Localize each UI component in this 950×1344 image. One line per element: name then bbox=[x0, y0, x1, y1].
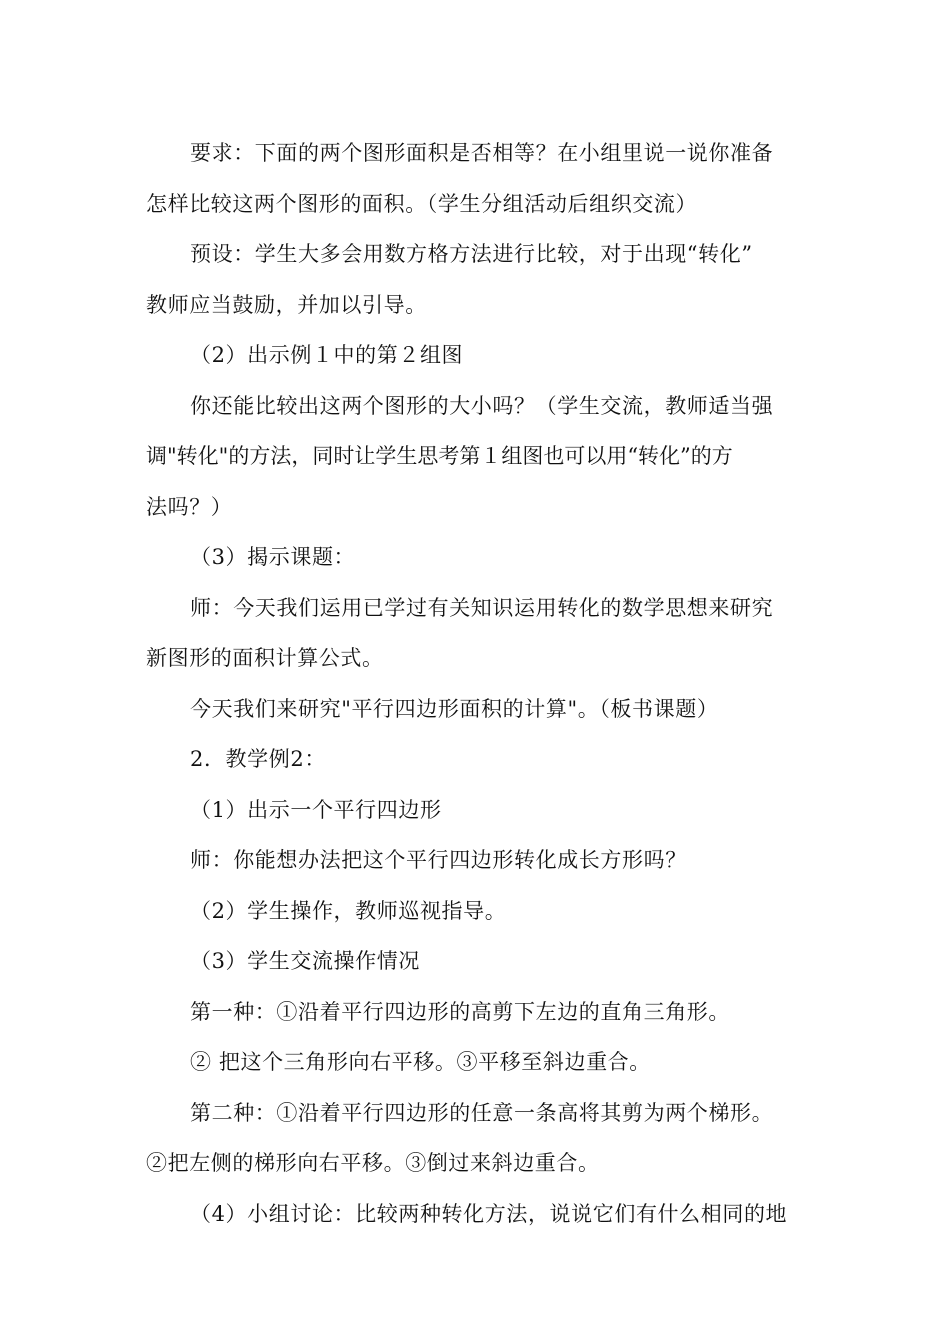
paragraph-line: （3）学生交流操作情况 bbox=[190, 949, 420, 973]
paragraph-line: 要求：下面的两个图形面积是否相等？在小组里说一说你准备 bbox=[190, 141, 774, 165]
paragraph-line: （4）小组讨论：比较两种转化方法，说说它们有什么相同的地 bbox=[190, 1201, 788, 1226]
paragraph-line: 预设：学生大多会用数方格方法进行比较，对于出现“转化” bbox=[190, 242, 753, 266]
paragraph-line: 新图形的面积计算公式。 bbox=[146, 646, 384, 670]
paragraph-line: 第二种：①沿着平行四边形的任意一条高将其剪为两个梯形。 bbox=[190, 1100, 774, 1125]
paragraph-line: 法吗？） bbox=[146, 494, 233, 519]
paragraph-line: 怎样比较这两个图形的面积。（学生分组活动后组织交流） bbox=[146, 191, 698, 216]
document-body bbox=[146, 128, 806, 1239]
section-heading: 2．教学例2： bbox=[190, 747, 326, 771]
paragraph-line: ② 把这个三角形向右平移。③平移至斜边重合。 bbox=[190, 1050, 651, 1074]
paragraph-line: 教师应当鼓励，并加以引导。 bbox=[146, 292, 427, 317]
paragraph-line: 师：今天我们运用已学过有关知识运用转化的数学思想来研究 bbox=[190, 595, 774, 620]
paragraph-line: 师：你能想办法把这个平行四边形转化成长方形吗？ bbox=[190, 848, 687, 872]
paragraph-line: （2）出示例１中的第２组图 bbox=[190, 343, 464, 367]
paragraph-line: （2）学生操作，教师巡视指导。 bbox=[190, 898, 507, 923]
paragraph-line: ②把左侧的梯形向右平移。③倒过来斜边重合。 bbox=[146, 1151, 600, 1175]
paragraph-line: （3）揭示课题： bbox=[190, 545, 356, 569]
paragraph-line: 今天我们来研究"平行四边形面积的计算"。（板书课题） bbox=[190, 696, 719, 721]
paragraph-line: 第一种：①沿着平行四边形的高剪下左边的直角三角形。 bbox=[190, 999, 730, 1024]
paragraph-line: （1）出示一个平行四边形 bbox=[190, 797, 442, 822]
paragraph-line: 你还能比较出这两个图形的大小吗？（学生交流，教师适当强 bbox=[190, 393, 774, 418]
paragraph-line: 调"转化"的方法，同时让学生思考第１组图也可以用“转化”的方 bbox=[146, 444, 733, 468]
